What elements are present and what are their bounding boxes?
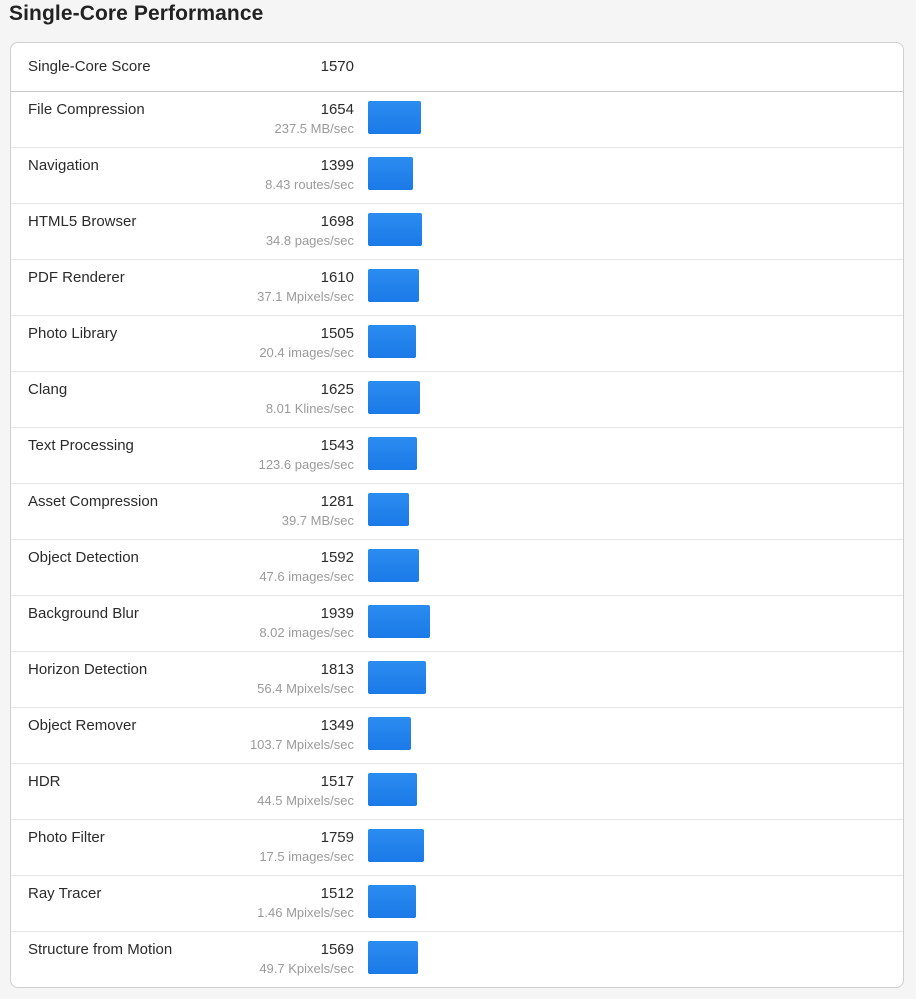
summary-label: Single-Core Score: [28, 58, 151, 75]
benchmark-score-bar: [368, 941, 418, 974]
benchmark-score-bar: [368, 493, 409, 526]
benchmark-row: [11, 540, 903, 596]
benchmark-rate: 237.5 MB/sec: [274, 121, 354, 136]
benchmark-score: 1399: [320, 157, 354, 174]
benchmark-score: 1610: [320, 269, 354, 286]
benchmark-name: Photo Filter: [28, 829, 105, 846]
page-title: Single-Core Performance: [9, 2, 264, 25]
benchmark-score: 1512: [320, 885, 354, 902]
benchmark-name: HTML5 Browser: [28, 213, 137, 230]
benchmark-score-bar: [368, 773, 417, 806]
benchmark-name: Horizon Detection: [28, 661, 148, 678]
benchmark-score-bar: [368, 325, 416, 358]
benchmark-rate: 44.5 Mpixels/sec: [257, 793, 354, 808]
benchmark-name: Ray Tracer: [28, 885, 102, 902]
benchmark-rate: 39.7 MB/sec: [281, 513, 354, 528]
benchmark-score-bar: [368, 381, 420, 414]
benchmark-row: [11, 148, 903, 204]
benchmark-rate: 8.01 Klines/sec: [265, 401, 354, 416]
benchmark-score: 1759: [320, 829, 354, 846]
benchmark-row: [11, 596, 903, 652]
benchmark-name: File Compression: [28, 101, 145, 118]
benchmark-score: 1592: [320, 549, 354, 566]
benchmark-score-bar: [368, 829, 424, 862]
benchmark-rate: 34.8 pages/sec: [265, 233, 354, 248]
benchmark-row: [11, 428, 903, 484]
benchmark-rate: 123.6 pages/sec: [258, 457, 354, 472]
benchmark-name: Asset Compression: [28, 493, 159, 510]
benchmark-score: 1569: [320, 941, 354, 958]
benchmark-rate: 103.7 Mpixels/sec: [249, 737, 354, 752]
benchmark-row: [11, 316, 903, 372]
benchmark-name: Navigation: [28, 157, 99, 174]
benchmark-score: 1349: [320, 717, 354, 734]
benchmark-score: 1505: [320, 325, 354, 342]
benchmark-row: [11, 204, 903, 260]
benchmark-score: 1813: [320, 661, 354, 678]
benchmark-row: [11, 708, 903, 764]
benchmark-rate: 37.1 Mpixels/sec: [257, 289, 354, 304]
benchmark-score-bar: [368, 661, 426, 694]
benchmark-row: [11, 92, 903, 148]
benchmark-name: Clang: [28, 381, 68, 398]
benchmark-row: [11, 932, 903, 988]
benchmark-row: [11, 260, 903, 316]
benchmark-list: [11, 92, 903, 988]
benchmark-row: [11, 876, 903, 932]
benchmark-score: 1517: [320, 773, 354, 790]
benchmark-score-bar: [368, 157, 413, 190]
single-core-score-row: [11, 43, 903, 92]
benchmark-rate: 47.6 images/sec: [259, 569, 354, 584]
benchmark-score-bar: [368, 213, 422, 246]
benchmark-score-bar: [368, 269, 419, 302]
benchmark-rate: 17.5 images/sec: [259, 849, 354, 864]
benchmark-name: Structure from Motion: [28, 941, 173, 958]
benchmark-score: 1543: [320, 437, 354, 454]
benchmark-row: [11, 652, 903, 708]
results-panel: [10, 42, 904, 988]
benchmark-score-bar: [368, 549, 419, 582]
benchmark-name: HDR: [28, 773, 61, 790]
benchmark-score: 1698: [320, 213, 354, 230]
benchmark-score-bar: [368, 101, 421, 134]
benchmark-row: [11, 764, 903, 820]
benchmark-row: [11, 372, 903, 428]
benchmark-rate: 8.43 routes/sec: [265, 177, 354, 192]
benchmark-name: Photo Library: [28, 325, 118, 342]
benchmark-score: 1939: [320, 605, 354, 622]
benchmark-row: [11, 484, 903, 540]
benchmark-name: Object Detection: [28, 549, 139, 566]
benchmark-score: 1625: [320, 381, 354, 398]
benchmark-rate: 20.4 images/sec: [259, 345, 354, 360]
benchmark-name: PDF Renderer: [28, 269, 125, 286]
benchmark-score-bar: [368, 437, 417, 470]
benchmark-score-bar: [368, 605, 430, 638]
benchmark-rate: 49.7 Kpixels/sec: [259, 961, 354, 976]
benchmark-rate: 56.4 Mpixels/sec: [257, 681, 354, 696]
benchmark-name: Background Blur: [28, 605, 139, 622]
benchmark-score: 1654: [320, 101, 354, 118]
benchmark-score: 1281: [320, 493, 354, 510]
summary-score: 1570: [320, 58, 354, 75]
benchmark-rate: 1.46 Mpixels/sec: [257, 905, 354, 920]
benchmark-score-bar: [368, 717, 411, 750]
benchmark-name: Text Processing: [28, 437, 134, 454]
benchmark-rate: 8.02 images/sec: [259, 625, 354, 640]
benchmark-row: [11, 820, 903, 876]
benchmark-name: Object Remover: [28, 717, 137, 734]
benchmark-score-bar: [368, 885, 416, 918]
